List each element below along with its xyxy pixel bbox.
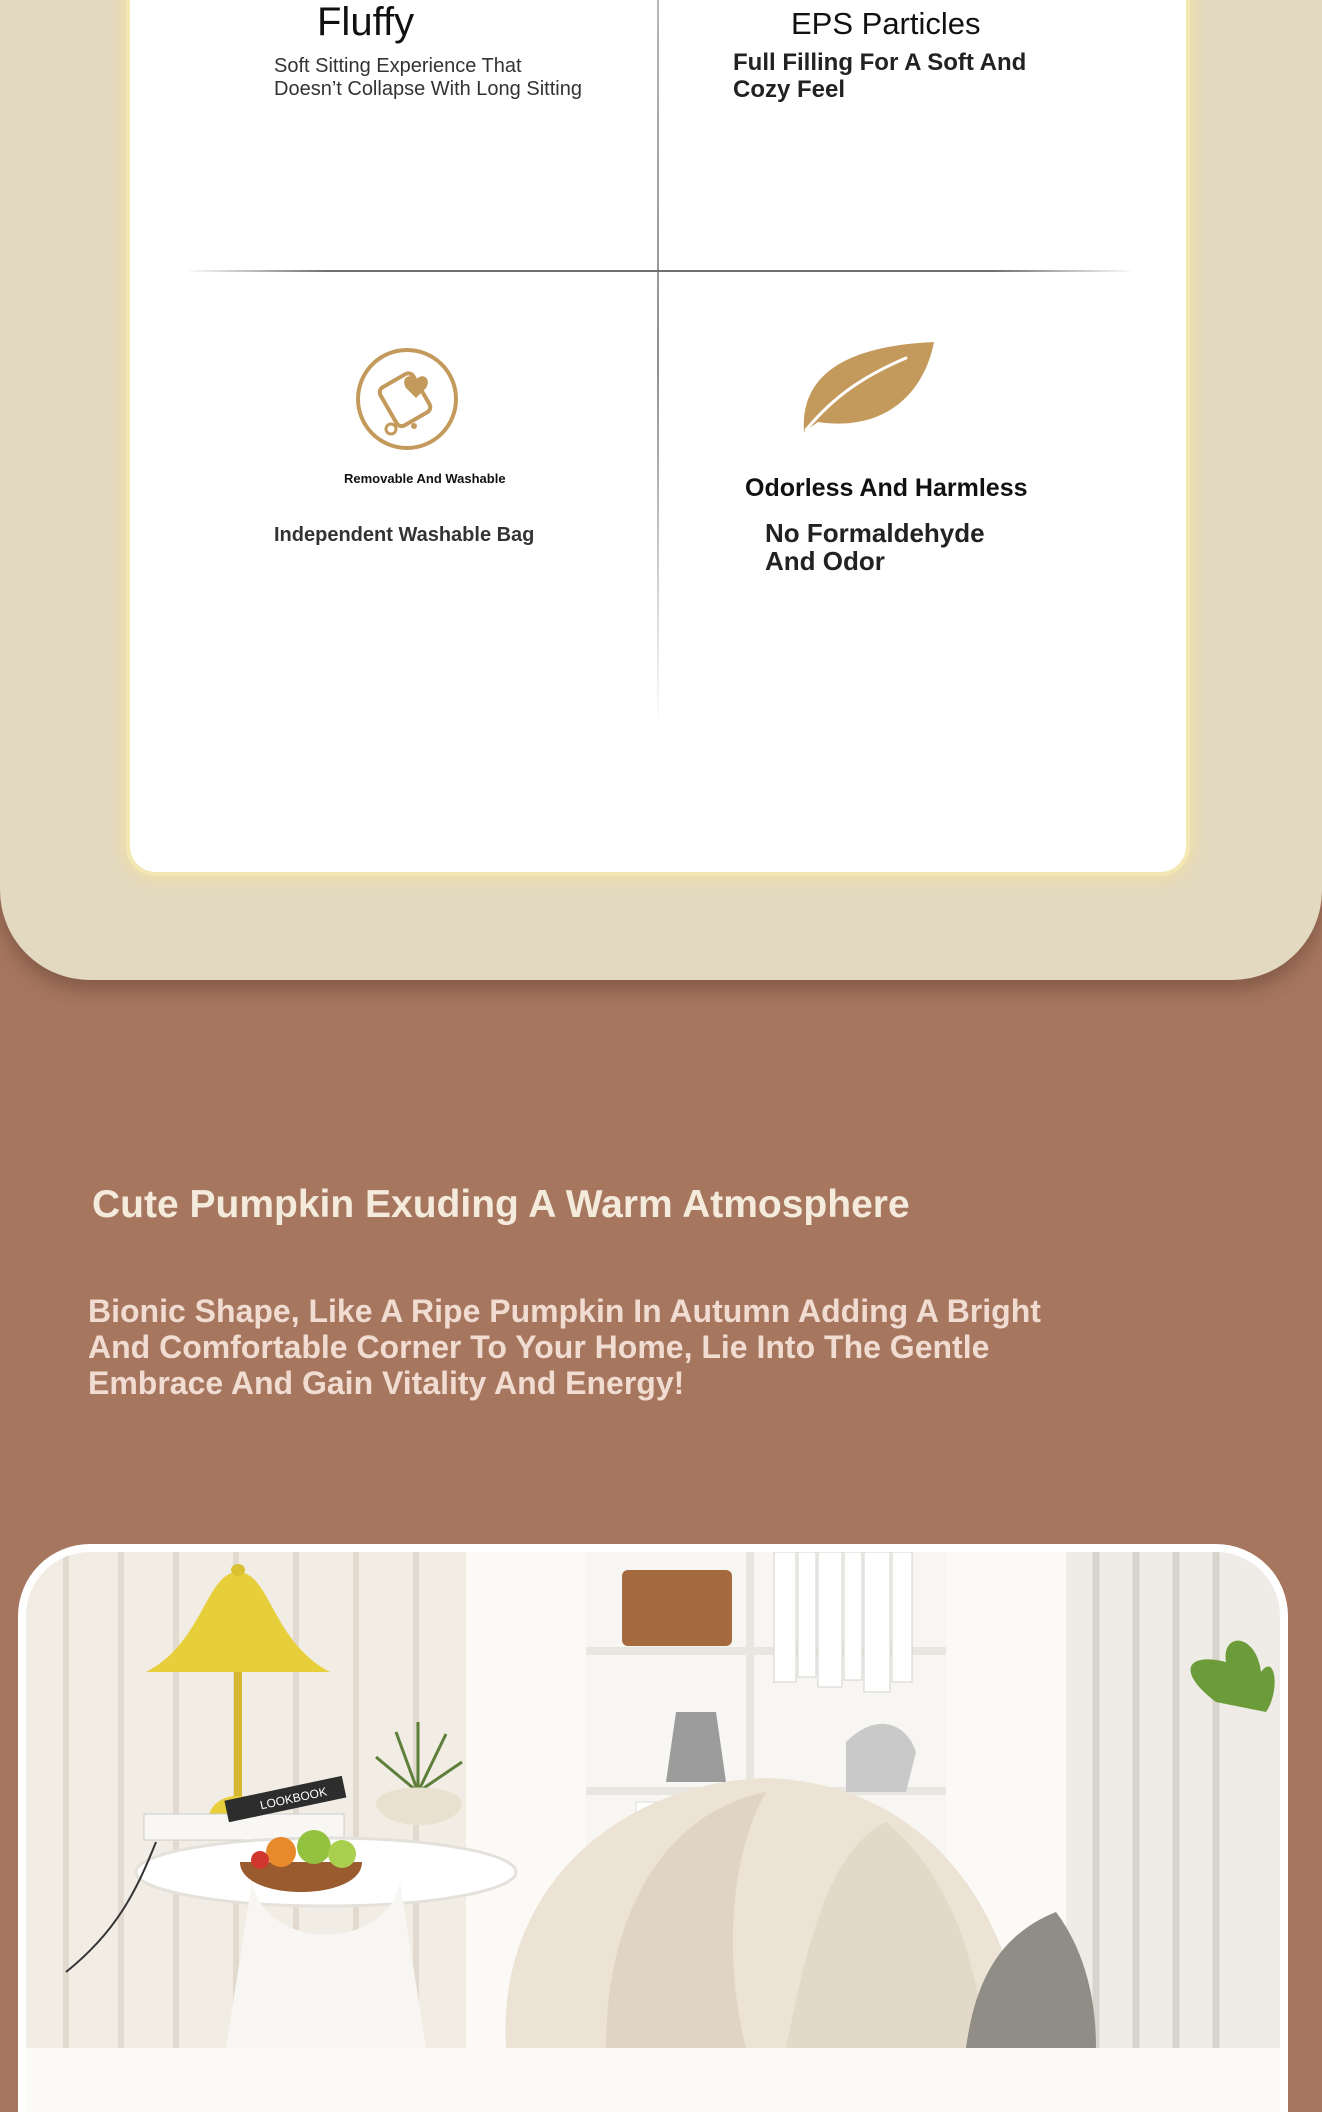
feature-title-fluffy: Fluffy xyxy=(317,0,415,44)
horizontal-divider xyxy=(185,270,1135,272)
feature-desc-fluffy-1: Soft Sitting Experience That xyxy=(274,55,522,77)
feature-desc-odorless-2: And Odor xyxy=(765,546,885,576)
features-card xyxy=(130,0,1186,872)
section-heading: Cute Pumpkin Exuding A Warm Atmosphere xyxy=(92,1183,910,1226)
book-spine-text: LOOKBOOK xyxy=(258,1784,329,1813)
features-panel xyxy=(0,0,1322,980)
feature-desc-eps-1: Full Filling For A Soft And xyxy=(733,49,1027,76)
section-description-line-1: Bionic Shape, Like A Ripe Pumpkin In Autumn Adding A Bright xyxy=(88,1293,1041,1329)
washable-bag-icon xyxy=(354,346,460,452)
vertical-divider xyxy=(657,0,659,730)
section-description-line-2: And Comfortable Corner To Your Home, Lie Into The Gentle xyxy=(88,1329,990,1365)
feature-desc-washable: Independent Washable Bag xyxy=(274,524,535,546)
feature-desc-fluffy-2: Doesn’t Collapse With Long Sitting xyxy=(274,78,582,100)
section-description-line-3: Embrace And Gain Vitality And Energy! xyxy=(88,1365,685,1401)
product-photo xyxy=(26,1552,1280,2112)
room-scene-illustration xyxy=(26,1552,1280,2048)
feature-desc-eps-2: Cozy Feel xyxy=(733,76,846,103)
section-description xyxy=(88,1293,1088,1401)
feature-title-eps: EPS Particles xyxy=(791,6,981,41)
leaf-icon xyxy=(794,336,934,436)
feature-title-odorless: Odorless And Harmless xyxy=(745,474,1028,502)
feature-desc-odorless-1: No Formaldehyde xyxy=(765,518,985,548)
feature-label-washable: Removable And Washable xyxy=(344,471,506,486)
